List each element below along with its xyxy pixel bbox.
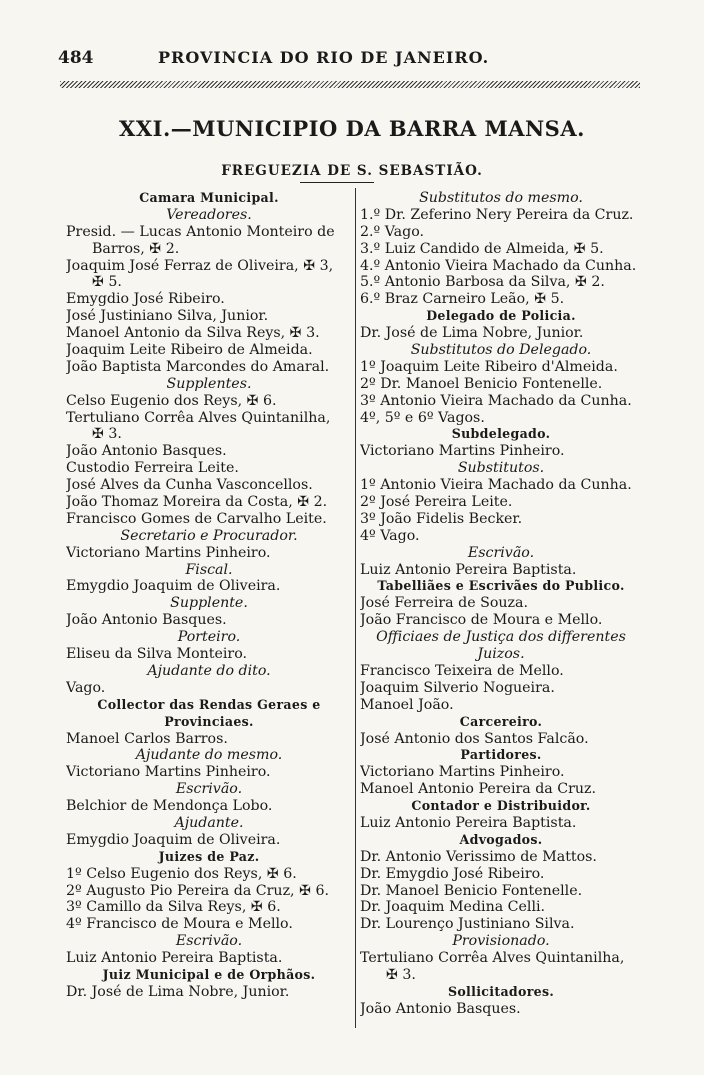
list-item: Celso Eugenio dos Reys, ✠ 6. [66, 392, 277, 409]
list-item: 4º Vago. [360, 527, 420, 544]
section-heading: Collector das Rendas Geraes e [97, 696, 321, 712]
list-item: 4.º Antonio Vieira Machado da Cunha. [360, 257, 637, 274]
section-heading: Escrivão. [467, 544, 535, 561]
list-item: João Antonio Basques. [66, 612, 227, 629]
section-heading: Supplente. [170, 595, 248, 612]
list-item: Joaquim José Ferraz de Oliveira, ✠ 3, [66, 257, 334, 274]
section-heading: Substitutos. [457, 460, 545, 477]
section-heading: Escrivão. [175, 781, 243, 798]
list-item: Victoriano Martins Pinheiro. [360, 443, 565, 460]
list-item: Manoel Antonio Pereira da Cruz. [360, 781, 597, 798]
list-item: 6.º Braz Carneiro Leão, ✠ 5. [360, 291, 565, 308]
list-item: 1º Antonio Vieira Machado da Cunha. [360, 477, 632, 494]
list-item: Dr. José de Lima Nobre, Junior. [66, 983, 290, 1000]
list-item: 2º Augusto Pio Pereira da Cruz, ✠ 6. [66, 882, 330, 899]
list-item: 3º Camillo da Silva Reys, ✠ 6. [66, 899, 281, 916]
list-item: Francisco Teixeira de Mello. [360, 662, 564, 679]
list-item: 1.º Dr. Zeferino Nery Pereira da Cruz. [360, 206, 634, 223]
list-item: Emygdio Joaquim de Oliveira. [66, 831, 281, 848]
section-heading: ✠ 3. [386, 966, 416, 983]
section-heading: Ajudante do dito. [147, 662, 271, 679]
list-item: Luiz Antonio Pereira Baptista. [66, 950, 283, 967]
list-item: Luiz Antonio Pereira Baptista. [360, 814, 577, 831]
running-head: PROVINCIA DO RIO DE JANEIRO. [158, 48, 490, 67]
section-heading: ✠ 5. [92, 274, 122, 291]
section-heading: Provinciaes. [164, 713, 254, 729]
section-heading: Secretario e Procurador. [120, 527, 298, 544]
page-title: XXI.—MUNICIPIO DA BARRA MANSA. [119, 116, 585, 141]
list-item: Tertuliano Corrêa Alves Quintanilha, [66, 409, 331, 426]
list-item: Francisco Gomes de Carvalho Leite. [66, 510, 327, 527]
list-item: 2º Dr. Manoel Benicio Fontenelle. [360, 375, 603, 392]
list-item: 4º, 5º e 6º Vagos. [360, 409, 485, 426]
section-heading: Sollicitadores. [447, 983, 555, 999]
section-heading: Ajudante. [174, 814, 244, 831]
list-item: João Antonio Basques. [360, 1000, 521, 1017]
list-item: Joaquim Silverio Nogueira. [360, 679, 555, 696]
section-heading: Delegado de Policia. [426, 308, 576, 324]
list-item: Victoriano Martins Pinheiro. [66, 764, 271, 781]
section-heading: Fiscal. [185, 561, 233, 578]
list-item: José Ferreira de Souza. [360, 595, 528, 612]
column-divider [355, 188, 356, 1028]
list-item: Emygdio Joaquim de Oliveira. [66, 578, 281, 595]
list-item: Custodio Ferreira Leite. [66, 460, 239, 477]
list-item: Presid. — Lucas Antonio Monteiro de [66, 223, 335, 240]
section-heading: Porteiro. [177, 629, 241, 646]
section-heading: Advogados. [459, 831, 543, 847]
list-item: 3º Antonio Vieira Machado da Cunha. [360, 392, 632, 409]
section-heading: Provisionado. [452, 933, 550, 950]
list-item: Manoel João. [360, 696, 454, 713]
list-item: Dr. Manoel Benicio Fontenelle. [360, 882, 583, 899]
list-item: Manoel Antonio da Silva Reys, ✠ 3. [66, 325, 320, 342]
section-heading: Subdelegado. [451, 426, 551, 442]
section-heading: ✠ 3. [92, 426, 122, 443]
section-heading: Carcereiro. [459, 713, 543, 729]
list-item: João Thomaz Moreira da Costa, ✠ 2. [66, 494, 328, 511]
list-item: João Antonio Basques. [66, 443, 227, 460]
list-item: 5.º Antonio Barbosa da Silva, ✠ 2. [360, 274, 605, 291]
list-item: Victoriano Martins Pinheiro. [66, 544, 271, 561]
list-item: Luiz Antonio Pereira Baptista. [360, 561, 577, 578]
list-item: José Justiniano Silva, Junior. [66, 308, 269, 325]
list-item: 4º Francisco de Moura e Mello. [66, 916, 293, 933]
list-item: Dr. José de Lima Nobre, Junior. [360, 325, 584, 342]
list-item: José Antonio dos Santos Falcão. [360, 730, 589, 747]
section-heading: Barros, ✠ 2. [92, 240, 180, 257]
section-heading: Officiaes de Justiça dos differentes [376, 629, 626, 646]
right-column [360, 190, 642, 1018]
list-item: Tertuliano Corrêa Alves Quintanilha, [360, 950, 625, 967]
list-item: Manoel Carlos Barros. [66, 730, 228, 747]
list-item: Dr. Lourenço Justiniano Silva. [360, 916, 575, 933]
list-item: Joaquim Leite Ribeiro de Almeida. [66, 342, 313, 359]
section-heading: Vereadores. [166, 206, 252, 223]
title-rule [300, 182, 374, 183]
section-heading: Juiz Municipal e de Orphãos. [102, 966, 316, 982]
list-item: Dr. Emygdio José Ribeiro. [360, 865, 545, 882]
list-item: 3º João Fidelis Becker. [360, 510, 523, 527]
section-heading: Juizos. [477, 646, 525, 663]
list-item: Eliseu da Silva Monteiro. [66, 646, 248, 663]
list-item: Emygdio José Ribeiro. [66, 291, 225, 308]
list-item: Vago. [66, 679, 106, 696]
section-heading: Camara Municipal. [139, 190, 279, 205]
section-heading: Juizes de Paz. [158, 848, 260, 864]
list-item: 2º José Pereira Leite. [360, 494, 513, 511]
section-heading: Partidores. [460, 747, 542, 763]
section-heading: Substitutos do Delegado. [410, 342, 592, 359]
list-item: João Baptista Marcondes do Amaral. [66, 358, 330, 375]
list-item: Dr. Antonio Verissimo de Mattos. [360, 848, 597, 865]
list-item: Victoriano Martins Pinheiro. [360, 764, 565, 781]
list-item: 1º Celso Eugenio dos Reys, ✠ 6. [66, 865, 297, 882]
section-heading: Ajudante do mesmo. [135, 747, 283, 764]
section-heading: Escrivão. [175, 933, 243, 950]
section-heading: Supplentes. [166, 375, 252, 392]
list-item: Belchior de Mendonça Lobo. [66, 798, 273, 815]
list-item: Dr. Joaquim Medina Celli. [360, 899, 546, 916]
ornamental-rule [60, 81, 640, 88]
page-header [58, 48, 648, 72]
section-heading: Contador e Distribuidor. [411, 798, 591, 814]
page-number: 484 [58, 48, 94, 68]
list-item: 3.º Luiz Candido de Almeida, ✠ 5. [360, 240, 604, 257]
section-heading: Substitutos do mesmo. [419, 190, 583, 206]
list-item: 2.º Vago. [360, 223, 425, 240]
parish-subtitle: FREGUEZIA DE S. SEBASTIÃO. [221, 163, 483, 179]
list-item: José Alves da Cunha Vasconcellos. [66, 477, 313, 494]
list-item: 1º Joaquim Leite Ribeiro d'Almeida. [360, 358, 618, 375]
left-column [66, 190, 352, 1001]
list-item: João Francisco de Moura e Mello. [360, 612, 603, 629]
section-heading: Tabelliães e Escrivães do Publico. [377, 578, 625, 594]
